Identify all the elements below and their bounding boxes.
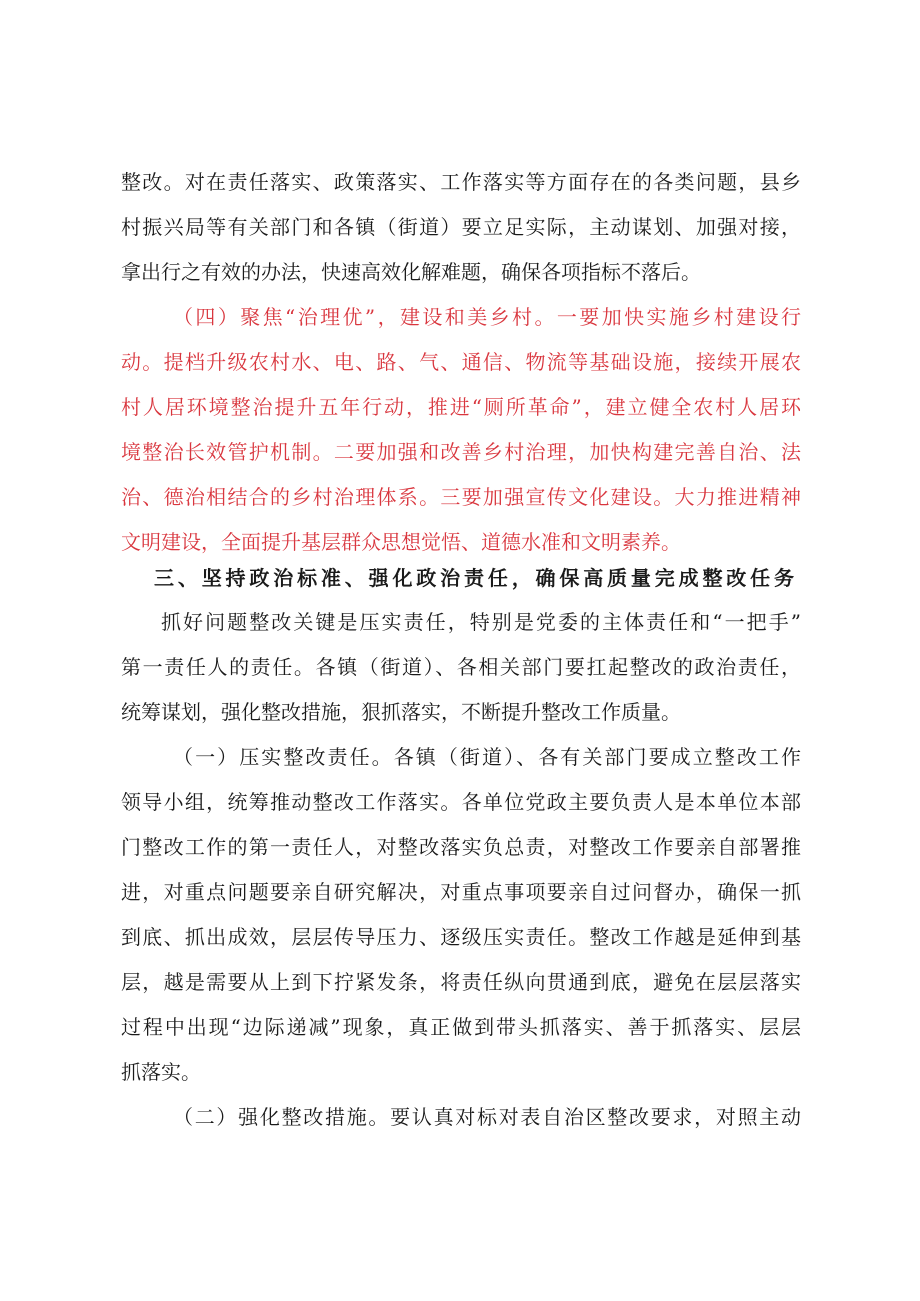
text-line: 治、德治相结合的乡村治理体系。三要加强宣传文化建设。大力推进精神 — [121, 485, 801, 509]
text-line: 到底、抓出成效，层层传导压力、逐级压实责任。整改工作越是延伸到基 — [121, 925, 801, 949]
paragraph-governance-highlight — [121, 295, 801, 565]
text-line: 第一责任人的责任。各镇（街道）、各相关部门要扛起整改的政治责任， — [121, 655, 801, 679]
text-line: 拿出行之有效的办法，快速高效化解难题，确保各项指标不落后。 — [121, 260, 701, 284]
text-line: 领导小组，统筹推动整改工作落实。各单位党政主要负责人是本单位本部 — [121, 790, 801, 814]
paragraph-continuation — [121, 160, 801, 295]
text-line: 文明建设，全面提升基层群众思想觉悟、道德水准和文明素养。 — [121, 530, 681, 554]
text-line: 动。提档升级农村水、电、路、气、通信、物流等基础设施，接续开展农 — [121, 350, 801, 374]
text-line: 统筹谋划，强化整改措施，狠抓落实，不断提升整改工作质量。 — [121, 700, 681, 724]
text-line: 村人居环境整治提升五年行动，推进“厕所革命”，建立健全农村人居环 — [121, 395, 801, 419]
text-line: （四）聚焦“治理优”，建设和美乡村。一要加快实施乡村建设行 — [173, 305, 801, 329]
text-line: 过程中出现“边际递减”现象，真正做到带头抓落实、善于抓落实、层层 — [121, 1015, 801, 1039]
text-line: 村振兴局等有关部门和各镇（街道）要立足实际，主动谋划、加强对接， — [121, 215, 801, 239]
text-line: 整改。对在责任落实、政策落实、工作落实等方面存在的各类问题，县乡 — [121, 170, 801, 194]
text-line: （二）强化整改措施。要认真对标对表自治区整改要求，对照主动 — [173, 1105, 801, 1129]
text-line: 门整改工作的第一责任人，对整改落实负总责，对整改工作要亲自部署推 — [121, 835, 801, 859]
text-line: 层，越是需要从上到下拧紧发条，将责任纵向贯通到底，避免在层层落实 — [121, 970, 801, 994]
paragraph-measures — [121, 1095, 801, 1140]
text-line: 抓好问题整改关键是压实责任，特别是党委的主体责任和“一把手” — [161, 610, 801, 634]
section-heading: 三、坚持政治标准、强化政治责任，确保高质量完成整改任务 — [154, 566, 794, 590]
paragraph-responsibility-intro — [121, 600, 801, 735]
text-line: 进，对重点问题要亲自研究解决，对重点事项要亲自过问督办，确保一抓 — [121, 880, 801, 904]
text-line: 抓落实。 — [121, 1060, 201, 1084]
text-line: 境整治长效管护机制。二要加强和改善乡村治理，加快构建完善自治、法 — [121, 440, 801, 464]
paragraph-responsibility-detail — [121, 735, 801, 1095]
text-line: （一）压实整改责任。各镇（街道）、各有关部门要成立整改工作 — [173, 745, 801, 769]
